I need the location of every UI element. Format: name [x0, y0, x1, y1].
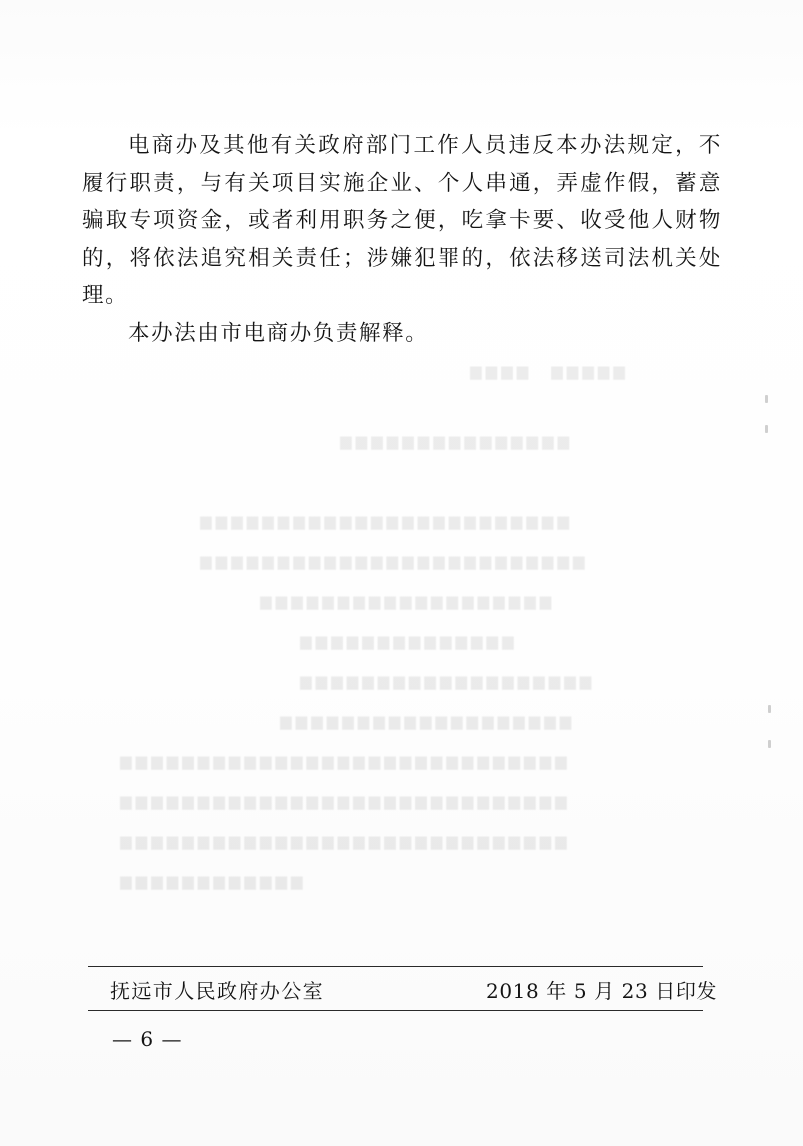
footer-top-rule [88, 966, 703, 967]
bleed-through-text: ▆▆▆▆▆▆▆▆▆▆▆▆▆▆ [300, 632, 518, 650]
page-number: — 6 — [112, 1027, 183, 1051]
bleed-through-text: ▆▆▆▆▆▆▆▆▆▆▆▆▆▆▆▆▆▆▆ [300, 672, 596, 690]
body-paragraph: 电商办及其他有关政府部门工作人员违反本办法规定，不履行职责，与有关项目实施企业、个人串通，弄虚作假，蓄意骗取专项资金，或者利用职务之便，吃拿卡要、收受他人财物的，将依法追究相关责任；涉嫌犯罪的，依法移送司法机关处理。 [82, 133, 722, 308]
bleed-through-text: ▆▆▆▆▆▆▆▆▆▆▆▆▆▆▆▆▆▆▆▆▆▆▆▆ [200, 512, 573, 530]
bleed-through-text: ▆▆▆▆▆▆▆▆▆▆▆▆ [120, 872, 307, 890]
bleed-through-text: ▆▆▆▆▆▆▆▆▆▆▆▆▆▆▆▆▆▆▆▆▆▆▆▆▆ [200, 552, 589, 570]
scan-mark [768, 740, 771, 748]
bleed-through-text: ▆▆▆▆ ▆▆▆▆▆ [470, 362, 629, 380]
issue-date: 2018 年 5 月 23 日印发 [486, 979, 718, 1003]
document-body [82, 127, 722, 352]
footer-bottom-rule [88, 1010, 703, 1011]
bleed-through-text: ▆▆▆▆▆▆▆▆▆▆▆▆▆▆▆▆▆▆▆▆▆▆▆▆▆▆▆▆▆ [120, 752, 571, 770]
scan-mark [765, 395, 768, 403]
bleed-through-text: ▆▆▆▆▆▆▆▆▆▆▆▆▆▆▆▆▆▆▆▆▆▆▆▆▆▆▆▆▆ [120, 832, 571, 850]
bleed-through-text: ▆▆▆▆▆▆▆▆▆▆▆▆▆▆▆ [340, 432, 574, 450]
scan-mark [768, 705, 771, 713]
bleed-through-text: ▆▆▆▆▆▆▆▆▆▆▆▆▆▆▆▆▆▆▆ [280, 712, 576, 730]
bleed-through-text: ▆▆▆▆▆▆▆▆▆▆▆▆▆▆▆▆▆▆▆ [260, 592, 556, 610]
scan-mark [765, 425, 768, 433]
issuing-office: 抚远市人民政府办公室 [110, 979, 324, 1003]
body-paragraph: 本办法由市电商办负责解释。 [128, 320, 429, 346]
bleed-through-text: ▆▆▆▆▆▆▆▆▆▆▆▆▆▆▆▆▆▆▆▆▆▆▆▆▆▆▆▆▆ [120, 792, 571, 810]
